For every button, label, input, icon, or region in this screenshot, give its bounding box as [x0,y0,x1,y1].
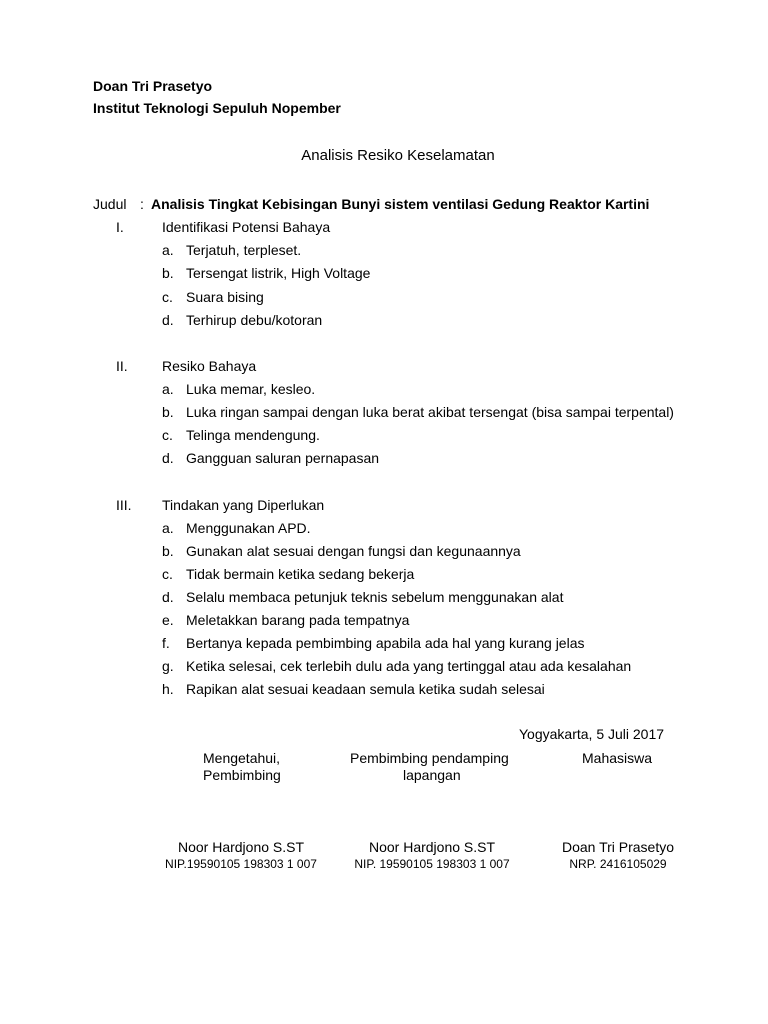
item-letter: h. [162,681,174,697]
item-letter: d. [162,589,174,605]
list-item: Terhirup debu/kotoran [186,312,323,328]
signature-role-line2: Pembimbing [203,767,281,783]
list-item: Luka ringan sampai dengan luka berat akibat tersengat (bisa sampai terpental) [186,404,674,420]
item-letter: c. [162,566,173,582]
document-title: Analisis Resiko Keselamatan [301,147,495,164]
judul-label: Judul [93,196,127,212]
item-letter: c. [162,427,173,443]
signature-role: Mahasiswa [582,750,653,766]
list-item: Tidak bermain ketika sedang bekerja [186,566,415,582]
signatory-name: Doan Tri Prasetyo [561,839,675,855]
section-heading: Identifikasi Potensi Bahaya [162,219,331,235]
judul-text: Analisis Tingkat Kebisingan Bunyi sistem ventilasi Gedung Reaktor Kartini [151,196,650,212]
item-letter: a. [162,381,174,397]
item-letter: b. [162,543,174,559]
judul-colon: : [140,196,144,212]
item-letter: g. [162,658,174,674]
signatory-id: NIP.19590105 198303 1 007 [165,857,317,871]
item-letter: b. [162,265,174,281]
section-numeral: I. [116,219,124,235]
section-numeral: II. [116,358,128,374]
list-item: Luka memar, kesleo. [186,381,316,397]
list-item: Gangguan saluran pernapasan [186,450,380,466]
section-heading: Tindakan yang Diperlukan [162,497,325,513]
item-letter: a. [162,520,174,536]
item-letter: d. [162,312,174,328]
list-item: Terjatuh, terpleset. [186,242,302,258]
signature-role: Pembimbing pendamping [350,750,509,766]
place-date: Yogyakarta, 5 Juli 2017 [519,726,665,742]
list-item: Gunakan alat sesuai dengan fungsi dan kegunaannya [186,543,521,559]
list-item: Bertanya kepada pembimbing apabila ada hal yang kurang jelas [186,635,585,651]
signatory-name: Noor Hardjono S.ST [368,839,496,855]
list-item: Suara bising [186,289,264,305]
item-letter: b. [162,404,174,420]
signatory-id: NIP. 19590105 198303 1 007 [354,857,510,871]
list-item: Menggunakan APD. [186,520,311,536]
signatory-name: Noor Hardjono S.ST [177,839,305,855]
item-letter: e. [162,612,174,628]
item-letter: c. [162,289,173,305]
item-letter: f. [162,635,170,651]
list-item: Telinga mendengung. [186,427,320,443]
signatory-id: NRP. 2416105029 [569,857,667,871]
institution-name: Institut Teknologi Sepuluh Nopember [93,100,341,116]
signature-role-line2: lapangan [403,767,461,783]
section-heading: Resiko Bahaya [162,358,257,374]
item-letter: d. [162,450,174,466]
list-item: Selalu membaca petunjuk teknis sebelum menggunakan alat [186,589,564,605]
list-item: Tersengat listrik, High Voltage [186,265,371,281]
signature-role: Mengetahui, [203,750,281,766]
list-item: Rapikan alat sesuai keadaan semula ketika sudah selesai [186,681,545,697]
list-item: Meletakkan barang pada tempatnya [186,612,410,628]
item-letter: a. [162,242,174,258]
section-numeral: III. [116,497,132,513]
list-item: Ketika selesai, cek terlebih dulu ada yang tertinggal atau ada kesalahan [186,658,632,674]
author-name: Doan Tri Prasetyo [93,78,213,94]
